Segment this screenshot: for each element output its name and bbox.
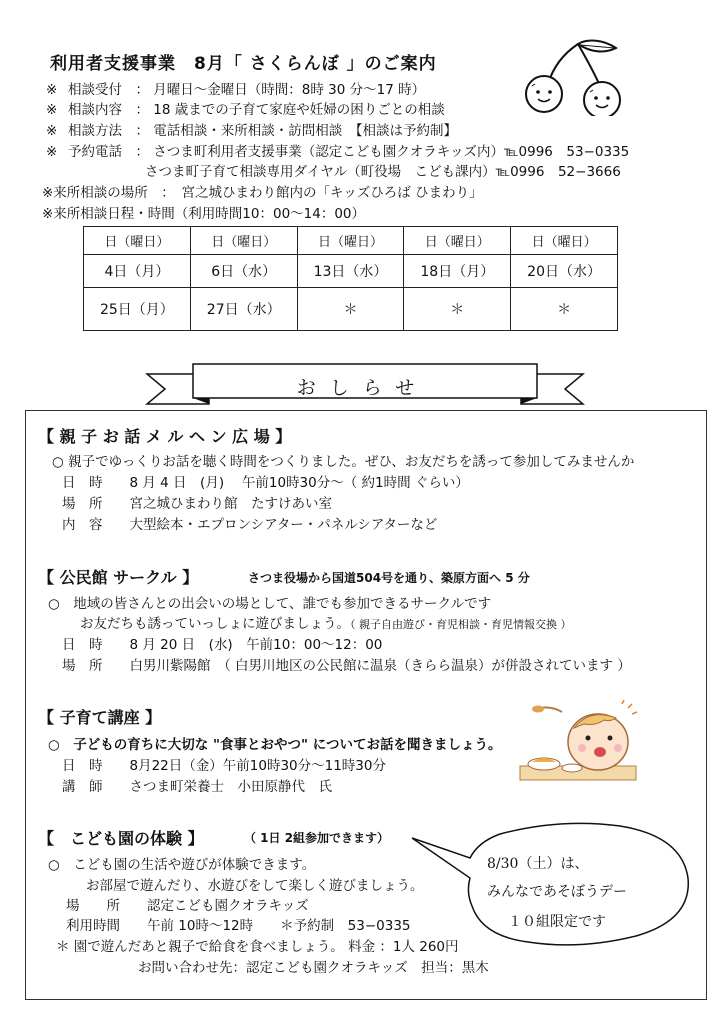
section-title-community-circle: 【 公民館 サークル 】: [38, 568, 199, 587]
section4-line: 利用時間 午前 10時〜12時 ＊予約制 53−0335: [66, 918, 411, 934]
section2-line: お友だちも誘っていっしょに遊びましょう。（ 親子自由遊び・育児相談・育児情報交換 ）: [80, 616, 572, 632]
schedule-table: [83, 226, 618, 331]
schedule-header-cell: 日（曜日）: [190, 227, 297, 255]
section4-line: ○ こども園の生活や遊びが体験できます。: [48, 857, 316, 873]
section1-line: 場 所 宮之城ひまわり館 たすけあい室: [62, 496, 332, 512]
info-location: ※来所相談の場所 ： 宮之城ひまわり館内の「キッズひろば ひまわり」: [42, 185, 483, 201]
section3-line: 講 師 さつま町栄養士 小田原静代 氏: [62, 779, 332, 795]
bubble-line: 8/30（土）は、: [487, 856, 589, 872]
baby-eating-icon: [518, 700, 638, 782]
info-phone-2: さつま町子育て相談専用ダイヤル（町役場 こども課内）℡0996 52−3666: [145, 164, 621, 180]
section2-line: ○ 地域の皆さんとの出会いの場として、誰でも参加できるサークルです: [48, 596, 492, 612]
section-title-parenting-lecture: 【 子育て講座 】: [38, 708, 162, 727]
page-title: 利用者支援事業 8月「 さくらんぼ 」のご案内: [50, 54, 437, 74]
schedule-cell: 27日（水）: [190, 288, 297, 331]
schedule-header-cell: 日（曜日）: [404, 227, 511, 255]
section2-line: 日 時 8 月 20 日 (水) 午前10：00〜12：00: [62, 637, 383, 653]
schedule-row: [84, 255, 618, 288]
schedule-cell: 20日（水）: [511, 255, 618, 288]
cherry-icon: [518, 36, 638, 116]
section1-line: 日 時 8 月 4 日 (月) 午前10時30分〜（ 約1時間 ぐらい）: [62, 475, 469, 491]
schedule-cell: 6日（水）: [190, 255, 297, 288]
schedule-cell: ＊: [297, 288, 404, 331]
info-schedule-note: ※来所相談日程・時間（利用時間10：00〜14：00）: [42, 206, 366, 222]
schedule-header-cell: 日（曜日）: [297, 227, 404, 255]
section-title-kindergarten-experience: 【 こども園の体験 】: [38, 829, 204, 848]
notice-banner: おしらせ: [296, 377, 429, 399]
bubble-line: みんなであそぼうデー: [487, 884, 627, 900]
schedule-header-cell: 日（曜日）: [511, 227, 618, 255]
bubble-line: １０組限定です: [508, 914, 606, 930]
schedule-cell: 25日（月）: [84, 288, 191, 331]
section-title-story-plaza: 【 親 子 お 話 メ ル ヘ ン 広 場 】: [38, 427, 292, 446]
schedule-cell: 18日（月）: [404, 255, 511, 288]
schedule-header-cell: 日（曜日）: [84, 227, 191, 255]
schedule-header-row: [84, 227, 618, 255]
info-row-method: ※ 相談方法 ： 電話相談・来所相談・訪問相談 【相談は予約制】: [46, 123, 458, 139]
info-row-phone: ※ 予約電話 ： さつま町利用者支援事業（認定こども園クオラキッズ内）℡0996 53−0335: [46, 144, 630, 160]
schedule-cell: ＊: [404, 288, 511, 331]
section4-note: （ 1日 2組参加できます）: [244, 831, 390, 845]
section1-line: 内 容 大型絵本・エプロンシアター・パネルシアターなど: [62, 517, 438, 533]
section4-line: ＊ 園で遊んだあと親子で給食を食べましょう。 料金 ：1人 260円: [56, 939, 459, 955]
section4-line: お部屋で遊んだり、水遊びをして楽しく遊びましょう。: [86, 878, 424, 894]
section4-line: 場 所 認定こども園クオラキッズ: [66, 898, 309, 914]
schedule-cell: ＊: [511, 288, 618, 331]
schedule-cell: 4日（月）: [84, 255, 191, 288]
section2-note: さつま役場から国道504号を通り、築原方面へ 5 分: [248, 571, 530, 585]
info-row-content: ※ 相談内容 ： 18 歳までの子育て家庭や妊婦の困りごとの相談: [46, 102, 445, 118]
section3-line: 日 時 8月22日（金）午前10時30分〜11時30分: [62, 758, 386, 774]
schedule-row: [84, 288, 618, 331]
schedule-cell: 13日（水）: [297, 255, 404, 288]
section1-line: ○ 親子でゆっくりお話を聴く時間をつくりました。ぜひ、お友だちを誘って参加してみませんか: [52, 454, 635, 470]
section3-line: ○ 子どもの育ちに大切な "食事とおやつ" についてお話を聞きましょう。: [48, 737, 502, 753]
section2-line: 場 所 白男川紫陽館 （ 白男川地区の公民館に温泉（きらら温泉）が併設されています ）: [62, 658, 631, 674]
section4-line: お問い合わせ先：認定こども園クオラキッズ 担当：黒木: [138, 960, 489, 976]
info-row-reception: ※ 相談受付 ： 月曜日〜金曜日（時間：8時 30 分〜17 時）: [46, 82, 426, 98]
